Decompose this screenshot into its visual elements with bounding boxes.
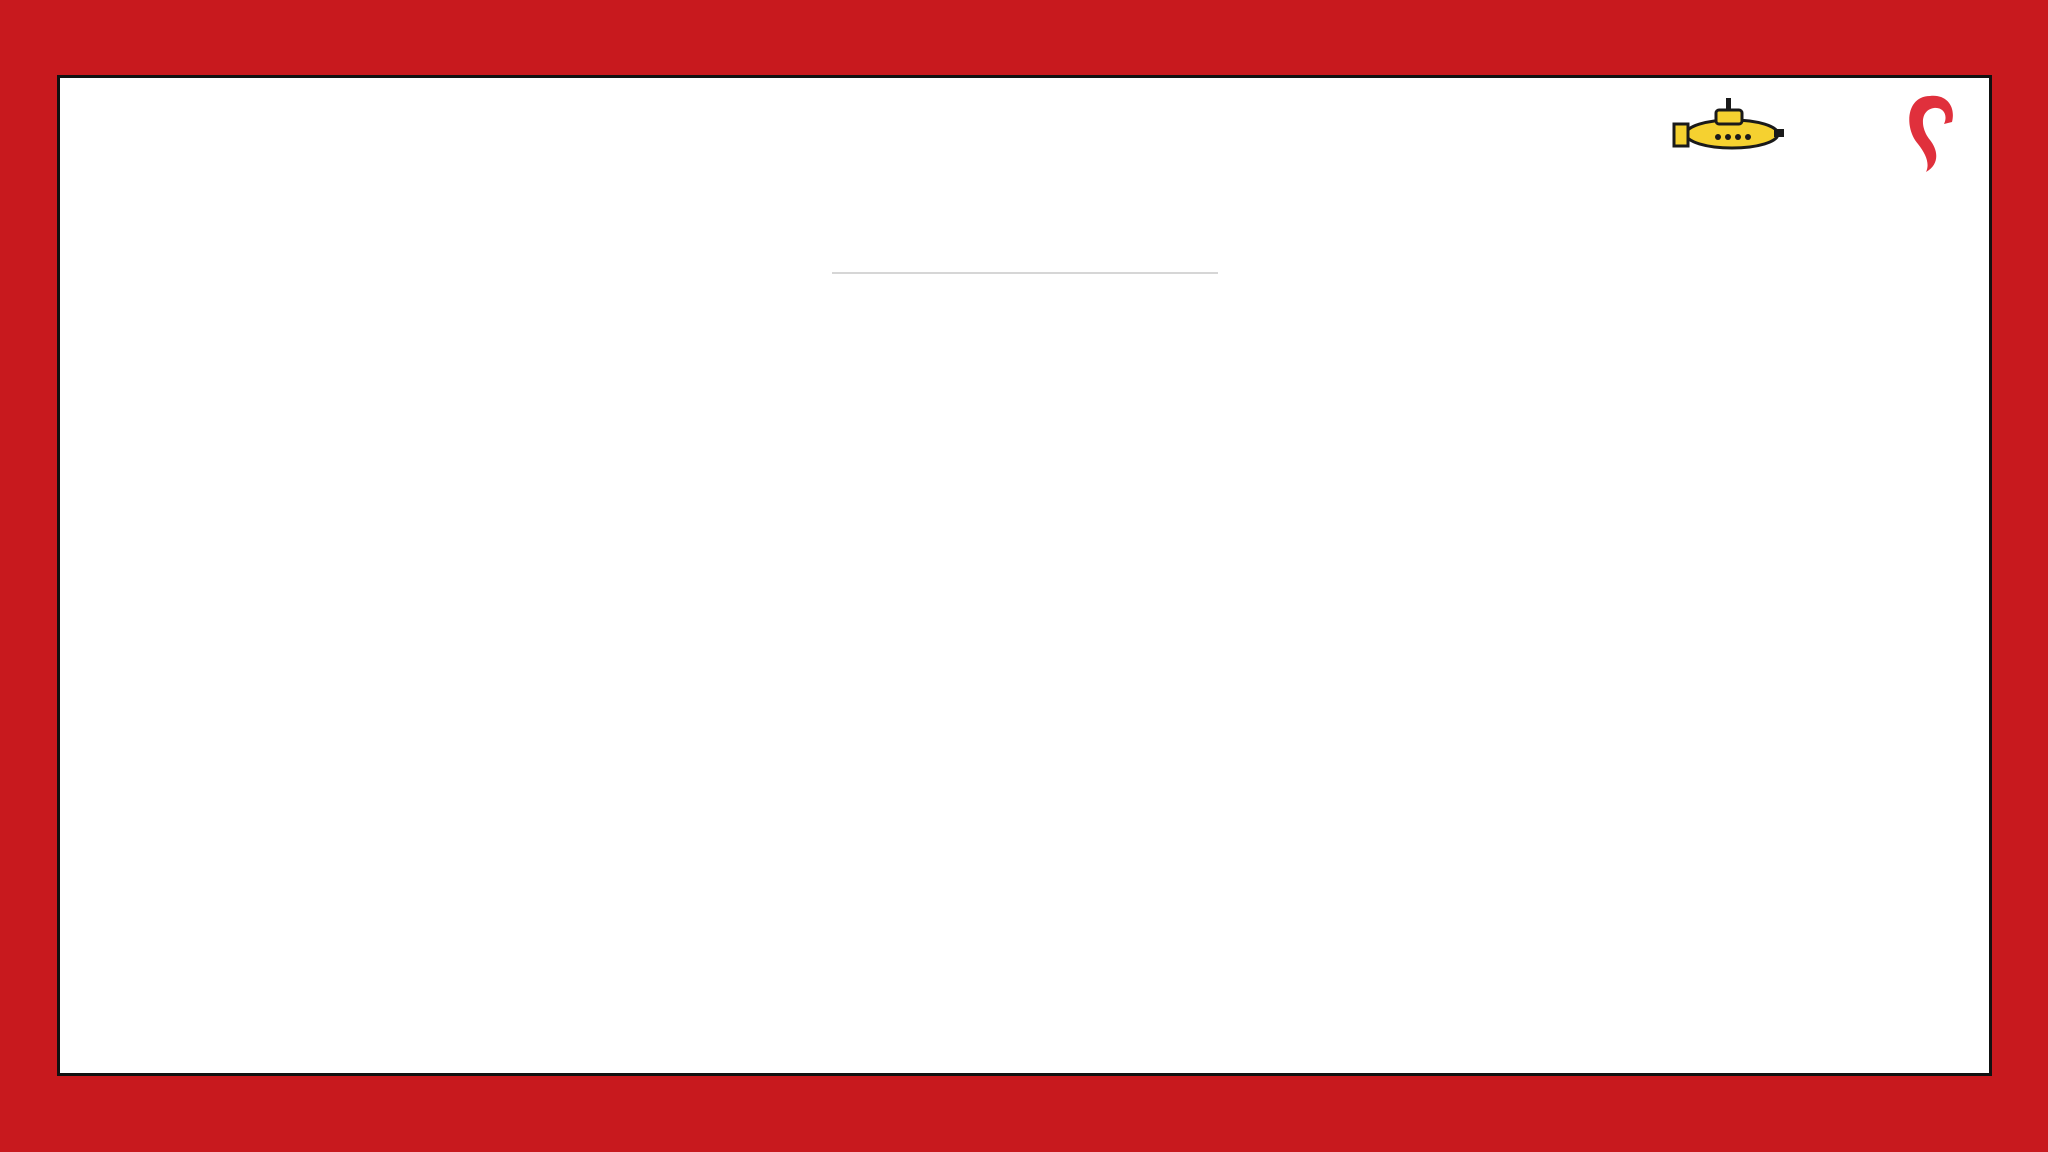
yellow-submarine-icon [1668, 92, 1790, 162]
red-swirl-icon [1900, 88, 1956, 174]
slide-card [57, 75, 1992, 1076]
title-divider [832, 272, 1218, 274]
quiz-club-logo [1668, 88, 1968, 178]
